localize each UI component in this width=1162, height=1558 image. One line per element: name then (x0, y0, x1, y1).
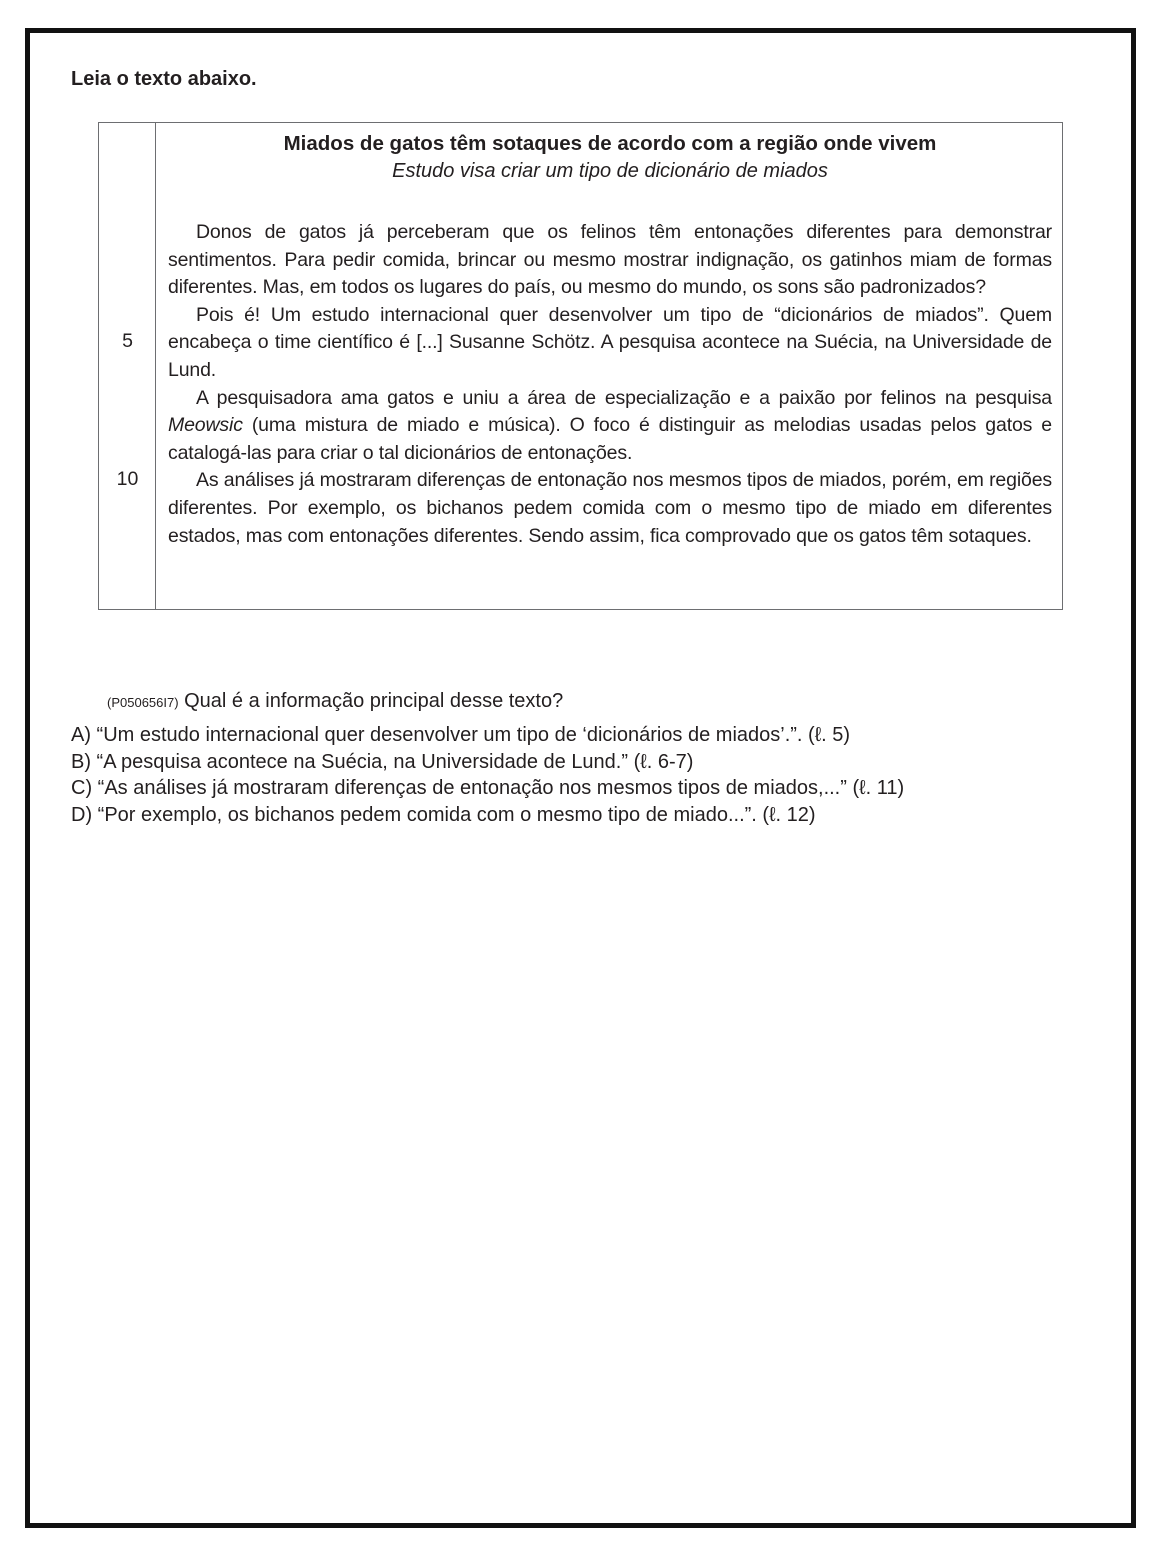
line-number-5: 5 (122, 330, 133, 352)
question-code: (P050656I7) (107, 695, 179, 710)
answer-options (71, 722, 904, 828)
paragraph-3-emphasis: Meowsic (168, 414, 243, 437)
paragraph-3-start: A pesquisadora ama gatos e uniu a área de especialização e a paixão por felinos na pesquisa (196, 386, 1052, 409)
line-number-10: 10 (116, 468, 139, 490)
paragraph-4: As análises já mostraram diferenças de entonação nos mesmos tipos de miados, porém, em regiões diferentes. Por exemplo, os bichanos pedem comida com o mesmo tipo de miado em diferentes estados, mas com entonações diferentes. Sendo assim, fica comprovado que os gatos têm sotaques. (168, 469, 1052, 547)
question-stem (107, 688, 563, 716)
instruction-heading: Leia o texto abaixo. (71, 68, 257, 90)
option-c[interactable]: C) “As análises já mostraram diferenças de entonação nos mesmos tipos de miados,...” (ℓ. 11) (71, 777, 905, 799)
reading-text-box (98, 122, 1063, 610)
article-body (168, 219, 1052, 550)
article-content (168, 130, 1052, 550)
paragraph-2: Pois é! Um estudo internacional quer desenvolver um tipo de “dicionários de miados”. Quem encabeça o time científico é [...] Susanne Schötz. A pesquisa acontece na Suécia, na Universidade de Lund. (168, 303, 1052, 381)
paragraph-3 (168, 385, 1052, 468)
line-number-column (99, 123, 156, 609)
paragraph-3-end: (uma mistura de miado e música). O foco é distinguir as melodias usadas pelos gatos e catalogá-las para criar o tal dicionários de entonações. (168, 414, 1052, 464)
option-d[interactable]: D) “Por exemplo, os bichanos pedem comida com o mesmo tipo de miado...”. (ℓ. 12) (71, 803, 816, 826)
question-text: Qual é a informação principal desse texto? (184, 690, 564, 712)
option-b[interactable]: B) “A pesquisa acontece na Suécia, na Universidade de Lund.” (ℓ. 6-7) (71, 750, 694, 773)
option-a[interactable]: A) “Um estudo internacional quer desenvolver um tipo de ‘dicionários de miados’.”. (ℓ. 5) (71, 724, 851, 746)
paragraph-1: Donos de gatos já perceberam que os felinos têm entonações diferentes para demonstrar sentimentos. Para pedir comida, brincar ou mesmo mostrar indignação, os gatinhos miam de formas diferentes. Mas, em todos os lugares do país, ou mesmo do mundo, os sons são padronizados? (168, 221, 1052, 299)
article-subtitle: Estudo visa criar um tipo de dicionário de miados (392, 160, 828, 182)
article-title: Miados de gatos têm sotaques de acordo com a região onde vivem (283, 132, 937, 155)
